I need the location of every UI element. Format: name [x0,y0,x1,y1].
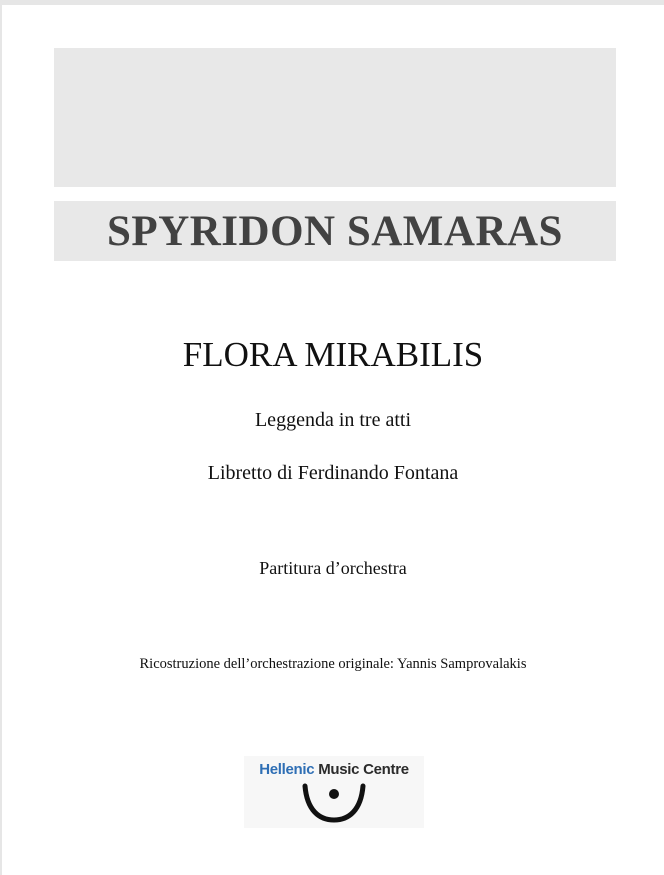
publisher-logo-text [244,761,424,778]
composer-banner [54,201,616,261]
librettist-credit: Libretto di Ferdinando Fontana [207,462,459,484]
cover-page [2,5,664,875]
work-title: FLORA MIRABILIS [182,335,484,374]
logo-word-music-centre: Music Centre [314,761,409,778]
score-type: Partitura d’orchestra [259,558,407,578]
reconstruction-credit: Ricostruzione dell’orchestrazione originale: Yannis Samprovalakis [139,656,527,672]
logo-word-hellenic: Hellenic [259,761,315,778]
composer-name: SPYRIDON SAMARAS [107,207,563,255]
work-subtitle: Leggenda in tre atti [254,409,412,431]
smile-arc-icon [299,782,369,826]
header-banner [54,48,616,187]
publisher-logo [244,756,424,828]
